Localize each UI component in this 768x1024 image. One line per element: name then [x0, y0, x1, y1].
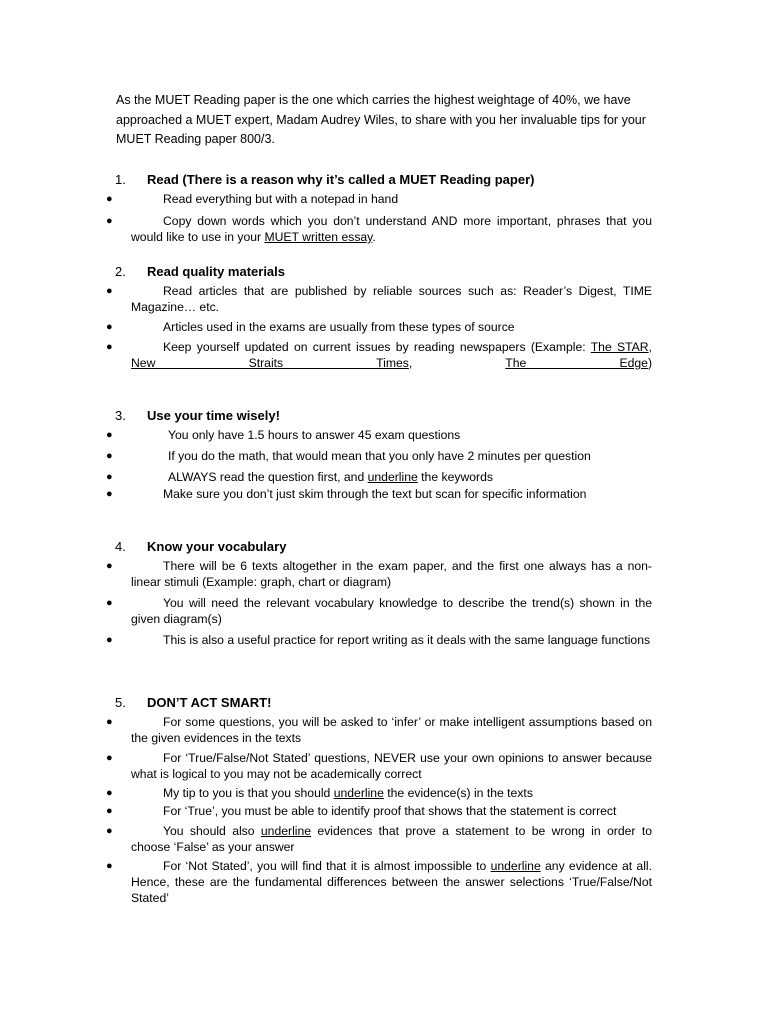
link-the-star[interactable]: The STAR	[590, 340, 649, 354]
list-item: ● Copy down words which you don’t understand AND more important, phrases that you would like to use in your MUET written essay.	[106, 214, 652, 244]
bullet-icon: ●	[106, 321, 113, 333]
section-number: 4.	[115, 539, 126, 554]
section-number: 1.	[115, 172, 126, 187]
bullet-list	[0, 558, 768, 648]
section-title: DON’T ACT SMART!	[147, 695, 272, 710]
bullet-icon: ●	[106, 860, 113, 872]
section-time	[0, 407, 768, 502]
section-heading	[0, 407, 768, 427]
bullet-icon: ●	[106, 560, 113, 572]
list-item: ● Keep yourself updated on current issues by reading newspapers (Example: The STAR, New Straits Times, The Edge)	[106, 340, 652, 370]
bullet-list	[0, 283, 768, 371]
list-item: ● For some questions, you will be asked to ‘infer’ or make intelligent assumptions based on the given evidences in the texts	[106, 715, 652, 745]
list-item: ● ALWAYS read the question first, and underline the keywords	[106, 470, 493, 484]
list-item: ● You should also underline evidences that prove a statement to be wrong in order to choose ‘False’ as your answer	[106, 824, 652, 854]
bullet-icon: ●	[106, 805, 113, 817]
section-quality-materials	[0, 263, 768, 371]
link-underline[interactable]: underline	[367, 470, 418, 484]
bullet-icon: ●	[106, 429, 113, 441]
bullet-icon: ●	[106, 341, 113, 353]
bullet-icon: ●	[106, 488, 113, 500]
list-item: ● My tip to you is that you should underline the evidence(s) in the texts	[106, 786, 533, 800]
bullet-icon: ●	[106, 787, 113, 799]
section-number: 5.	[115, 695, 126, 710]
bullet-list	[0, 191, 768, 245]
link-underline[interactable]: underline	[333, 786, 384, 800]
link-new-straits-times[interactable]: New Straits Times	[131, 356, 409, 370]
section-title: Use your time wisely!	[147, 408, 280, 423]
bullet-list	[0, 714, 768, 906]
bullet-icon: ●	[106, 825, 113, 837]
list-item: ● If you do the math, that would mean that you only have 2 minutes per question	[106, 449, 591, 463]
section-title: Read (There is a reason why it’s called a MUET Reading paper)	[147, 172, 535, 187]
section-heading	[0, 694, 768, 714]
list-item: ● Articles used in the exams are usually from these types of source	[106, 320, 515, 334]
list-item: ● You only have 1.5 hours to answer 45 exam questions	[106, 428, 461, 442]
bullet-icon: ●	[106, 634, 113, 646]
list-item: ● This is also a useful practice for report writing as it deals with the same language functions	[106, 633, 651, 647]
section-heading	[0, 263, 768, 283]
section-number: 2.	[115, 264, 126, 279]
link-underline[interactable]: underline	[490, 859, 541, 873]
bullet-icon: ●	[106, 285, 113, 297]
section-heading	[0, 538, 768, 558]
bullet-list	[0, 427, 768, 502]
list-item: ● For ‘True/False/Not Stated’ questions, NEVER use your own opinions to answer because what is logical to you may not be academically correct	[106, 751, 652, 781]
bullet-icon: ●	[106, 471, 113, 483]
link-muet-written-essay[interactable]: MUET written essay	[264, 230, 373, 244]
list-item: ● Read everything but with a notepad in hand	[106, 192, 399, 206]
list-item: ● You will need the relevant vocabulary knowledge to describe the trend(s) shown in the given diagram(s)	[106, 596, 652, 626]
section-title: Know your vocabulary	[147, 539, 287, 554]
section-heading	[0, 171, 768, 191]
section-read	[0, 171, 768, 245]
list-item: ● For ‘Not Stated’, you will find that it is almost impossible to underline any evidence at all. Hence, these are the fundamental differences between the answer selections ‘True/False/Not Stated’	[106, 859, 653, 905]
section-vocabulary	[0, 538, 768, 648]
bullet-icon: ●	[106, 450, 113, 462]
section-title: Read quality materials	[147, 264, 285, 279]
link-underline[interactable]: underline	[260, 824, 312, 838]
bullet-icon: ●	[106, 215, 113, 227]
bullet-icon: ●	[106, 597, 113, 609]
section-dont-act-smart	[0, 694, 768, 906]
list-item: ● Read articles that are published by reliable sources such as: Reader’s Digest, TIME Magazine… etc.	[106, 284, 652, 314]
link-the-edge[interactable]: The Edge	[505, 356, 648, 370]
list-item: ● For ‘True’, you must be able to identify proof that shows that the statement is correct	[106, 804, 617, 818]
intro-paragraph: As the MUET Reading paper is the one which carries the highest weightage of 40%, we have approached a MUET expert, Madam Audrey Wiles, to share with you her invaluable tips for your MUET Reading paper 800/3.	[116, 93, 646, 146]
bullet-icon: ●	[106, 193, 113, 205]
section-number: 3.	[115, 408, 126, 423]
bullet-icon: ●	[106, 752, 113, 764]
bullet-icon: ●	[106, 716, 113, 728]
list-item: ● There will be 6 texts altogether in the exam paper, and the first one always has a non-linear stimuli (Example: graph, chart or diagram)	[106, 559, 652, 589]
list-item: ● Make sure you don’t just skim through the text but scan for specific information	[106, 487, 587, 501]
